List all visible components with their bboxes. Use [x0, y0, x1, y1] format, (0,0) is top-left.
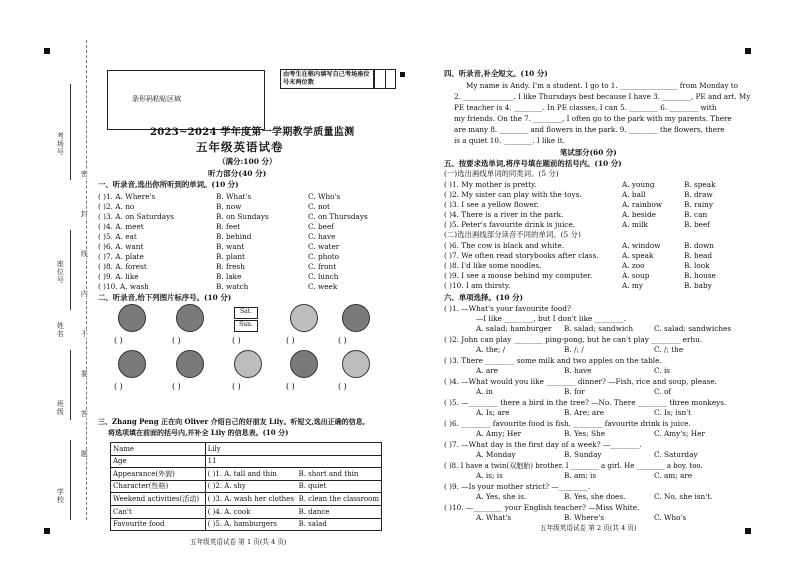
- seal-char: 不: [80, 330, 89, 338]
- section5-heading: 五、按要求选单词,将序号填在题前的括号内。(10 分): [444, 159, 622, 168]
- score-note: （满分:100 分）: [218, 157, 277, 166]
- passage-line: 2. ______________. I like Thursdays best because I have 3. ________, PE and art. My: [454, 92, 751, 101]
- answer-paren[interactable]: ( ): [114, 382, 123, 391]
- section1-heading: 一、听录音,选出你所听到的单词。(10 分): [98, 180, 239, 189]
- corner-mark: [745, 48, 751, 54]
- written-header: 笔试部分(60 分): [560, 148, 617, 157]
- exam-title: 2023~2024 学年度第一学期教学质量监测: [150, 127, 355, 138]
- question-item: ( )4. —What would you like ________ dinner? —Fish, rice and soup, please.: [444, 377, 717, 386]
- seal-char: 内: [80, 290, 89, 298]
- question-item: ( )6. ________ favourite food is fish. ________ favourite drink is juice.: [444, 419, 691, 428]
- seal-char: 封: [80, 210, 89, 218]
- question-item: ( )2. John can play ________ ping-pong, but he can't play ________ erhu.: [444, 335, 703, 344]
- picture-student-icon: [176, 304, 204, 332]
- corner-mark: [44, 48, 50, 54]
- passage-line: My name is Andy. I'm a student. I go to 1. ________________ from Monday to: [466, 81, 739, 90]
- section4-heading: 四、听录音,补全短文。(10 分): [444, 69, 548, 78]
- seat-number-boxes[interactable]: [374, 69, 396, 89]
- passage-line: PE teacher is 4. ________. In PE classes, I can 5. ________ 6. ________ with: [454, 103, 717, 112]
- corner-mark: [745, 528, 751, 534]
- table-row: Weekend activities(活动) ( )3. A. wash her clothes B. clean the classroom: [111, 493, 382, 506]
- picture-hill-icon: [342, 350, 370, 378]
- picture-bird-icon: [290, 304, 318, 332]
- answer-paren[interactable]: ( ): [338, 382, 347, 391]
- seal-char: 要: [80, 370, 89, 378]
- question-item: ( )7. —What day is the first day of a week? —________.: [444, 440, 642, 449]
- table-row: Character(性格) ( )2. A. shy B. quiet: [111, 480, 382, 493]
- question-line: —I like ________, but I don't like ________.: [476, 314, 627, 323]
- section3-heading: 三、Zhang Peng 正在向 Oliver 介绍自己的好朋友 Lily。听短文,选出正确的信息,: [98, 417, 366, 426]
- question-item: ( )10. —________ your English teacher? —Miss White.: [444, 503, 640, 512]
- name-label: 姓名: [56, 322, 65, 338]
- answer-paren[interactable]: ( ): [172, 382, 181, 391]
- section2-heading: 二、听录音,给下列图片标序号。(10 分): [98, 293, 232, 302]
- class-label: 班级: [56, 400, 65, 416]
- seal-char: 题: [80, 450, 89, 458]
- picture-cleaning-icon: [290, 350, 318, 378]
- picture-flowers-icon: [176, 350, 204, 378]
- answer-paren[interactable]: ( ): [286, 382, 295, 391]
- question-item: ( )5. —________ there a bird in the tree? —No. There ________ three monkeys.: [444, 398, 727, 407]
- question-item: ( )3. There ________ some milk and two apples on the table.: [444, 356, 662, 365]
- page-footer-left: 五年级英语试卷 第 1 页(共 4 页): [190, 538, 287, 546]
- table-row: Name Lily: [111, 443, 382, 456]
- question-item: ( )1. —What's your favourite food?: [444, 304, 571, 313]
- exam-subtitle: 五年级英语试卷: [196, 140, 284, 154]
- picture-boy-icon: [342, 304, 370, 332]
- table-row: Can't ( )4. A. cook B. dance: [111, 505, 382, 518]
- question-item: ( )8. I have a twin(双胞胎) brother. I ________ a girl. He ________ a boy, too.: [444, 462, 703, 470]
- info-table: [110, 442, 382, 531]
- answer-paren[interactable]: ( ): [286, 336, 295, 345]
- answer-paren[interactable]: ( ): [338, 336, 347, 345]
- section6-heading: 六、单项选择。(10 分): [444, 293, 523, 302]
- answer-paren[interactable]: ( ): [172, 336, 181, 345]
- seal-char: 线: [80, 250, 89, 258]
- barcode-area-label: 条形码粘贴区域: [132, 95, 181, 103]
- candidate-note: 由考生在框内填写自己考场座位号末两位数: [280, 69, 374, 89]
- corner-mark: [44, 528, 50, 534]
- corner-mark: [400, 72, 405, 77]
- passage-line: is a quiet 10. ________. I like it.: [454, 136, 565, 145]
- barcode-area: [107, 70, 265, 130]
- table-row: Favourite food ( )5. A. hamburgers B. salad: [111, 518, 382, 531]
- table-row: Age 11: [111, 455, 382, 468]
- section5-sub1: (一)选出画线单词的同类词。(5 分): [444, 169, 559, 178]
- seal-char: 密: [80, 170, 89, 178]
- passage-line: my friends. On the 7. ________, I often go to the park with my parents. There: [454, 114, 732, 123]
- page-footer-right: 五年级英语试卷 第 2 页(共 4 页): [540, 524, 637, 532]
- seat-label: 座位号: [56, 260, 65, 284]
- picture-kids-icon: [118, 304, 146, 332]
- section3-heading-2: 将选项填在前面的括号内,并补全 Lily 的信息表。(10 分): [108, 428, 289, 437]
- picture-building-icon: [234, 350, 262, 378]
- sign-sunday: Sun.: [234, 320, 258, 332]
- answer-paren[interactable]: ( ): [114, 336, 123, 345]
- answer-paren[interactable]: ( ): [232, 382, 241, 391]
- table-row: Appearance(外貌) ( )1. A. tall and thin B. short and thin: [111, 468, 382, 481]
- picture-tree-icon: [118, 350, 146, 378]
- seal-char: 答: [80, 410, 89, 418]
- seal-line: [86, 40, 87, 520]
- listening-header: 听力部分(40 分): [208, 169, 267, 178]
- question-item: ( )9. —Is your mother strict? —________.: [444, 482, 591, 491]
- sign-saturday: Sat.: [234, 307, 258, 319]
- answer-paren[interactable]: ( ): [232, 336, 241, 345]
- exam-room-label: 考场号: [56, 132, 65, 156]
- section5-sub2: (二)选出画线部分读音不同的单词。(5 分): [444, 230, 581, 239]
- school-label: 学校: [56, 488, 65, 504]
- passage-line: are many 8. ________ and flowers in the park. 9. ________ the flowers, there: [454, 125, 725, 134]
